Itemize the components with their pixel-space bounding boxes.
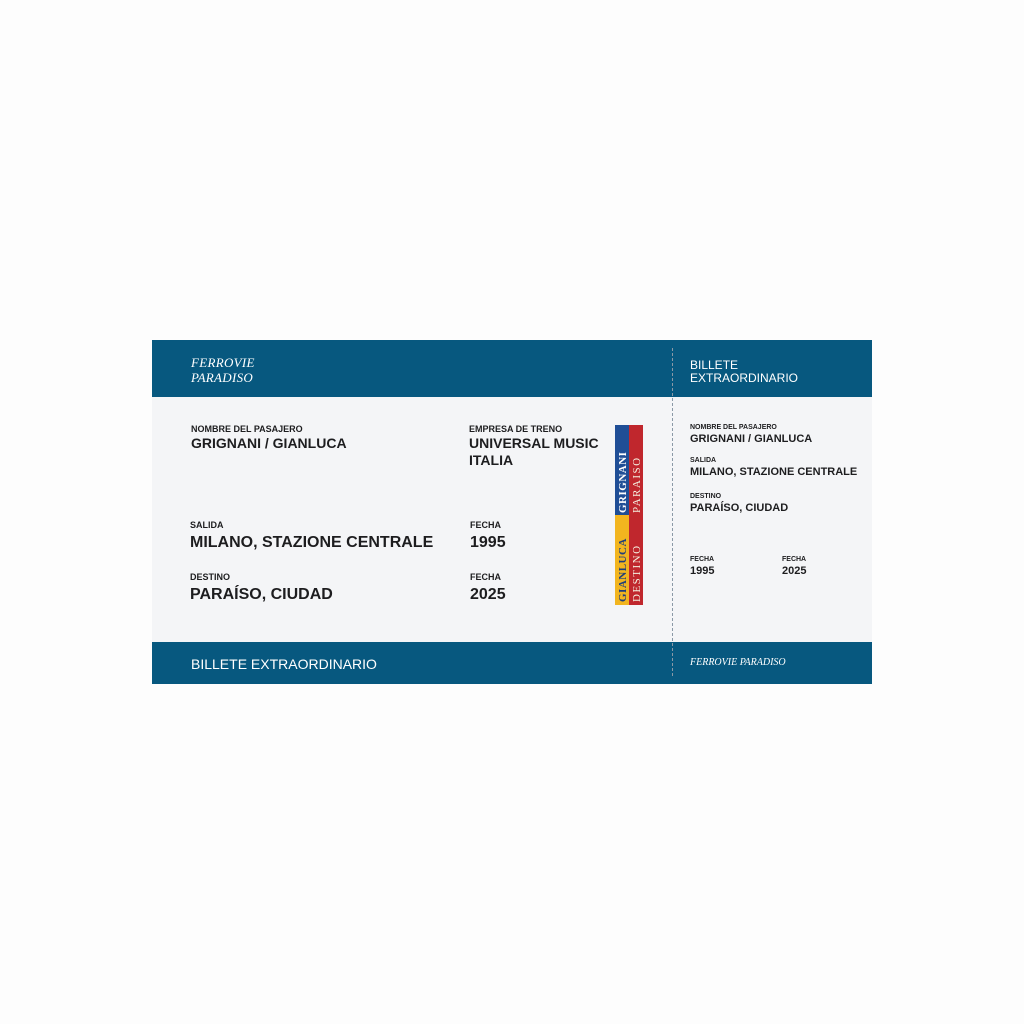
album-artist-last: GRIGNANI xyxy=(617,451,629,513)
perforation-line xyxy=(672,348,673,676)
stub-date1-label: FECHA xyxy=(690,556,715,563)
destination-label: DESTINO xyxy=(190,572,231,582)
destination-date-value: 2025 xyxy=(470,586,506,603)
stub-date2-label: FECHA xyxy=(782,556,807,563)
company-label: EMPRESA DE TRENO xyxy=(469,424,563,434)
album-cover-art xyxy=(615,425,643,605)
stub-title-line-1: BILLETE xyxy=(690,358,739,372)
departure-label: SALIDA xyxy=(190,520,224,530)
departure-date-value: 1995 xyxy=(470,534,506,551)
stub-title-line-2: EXTRAORDINARIO xyxy=(690,371,799,385)
brand-line-2: PARADISO xyxy=(191,370,254,385)
album-artist-first: GIANLUCA xyxy=(617,538,629,602)
destination-value: PARAÍSO, CIUDAD xyxy=(190,586,333,603)
company-value-line-2: ITALIA xyxy=(469,452,514,468)
stub-title xyxy=(690,359,840,385)
train-ticket xyxy=(152,340,872,684)
stub-destination-label: DESTINO xyxy=(690,493,722,500)
stub-passenger-label: NOMBRE DEL PASAJERO xyxy=(690,424,777,431)
passenger-label: NOMBRE DEL PASAJERO xyxy=(191,424,303,434)
company-value-line-1: UNIVERSAL MUSIC xyxy=(469,435,599,451)
footer-label: BILLETE EXTRAORDINARIO xyxy=(191,656,377,672)
passenger-value: GRIGNANI / GIANLUCA xyxy=(191,435,347,451)
stub-date1-value: 1995 xyxy=(690,565,715,577)
album-title-last: PARAISO xyxy=(631,456,643,513)
departure-date-label: FECHA xyxy=(470,520,501,530)
stub-departure-label: SALIDA xyxy=(690,457,717,464)
departure-value: MILANO, STAZIONE CENTRALE xyxy=(190,534,434,551)
destination-date-label: FECHA xyxy=(470,572,501,582)
stub-date2-value: 2025 xyxy=(782,565,807,577)
album-title-first: DESTINO xyxy=(631,544,643,602)
stub-destination-value: PARAÍSO, CIUDAD xyxy=(690,502,789,514)
brand-logo-text xyxy=(191,355,311,385)
stub-passenger-value: GRIGNANI / GIANLUCA xyxy=(690,433,813,445)
stub-footer-brand: FERROVIE PARADISO xyxy=(690,657,786,668)
brand-line-1: FERROVIE xyxy=(191,355,255,370)
stub-departure-value: MILANO, STAZIONE CENTRALE xyxy=(690,466,858,478)
